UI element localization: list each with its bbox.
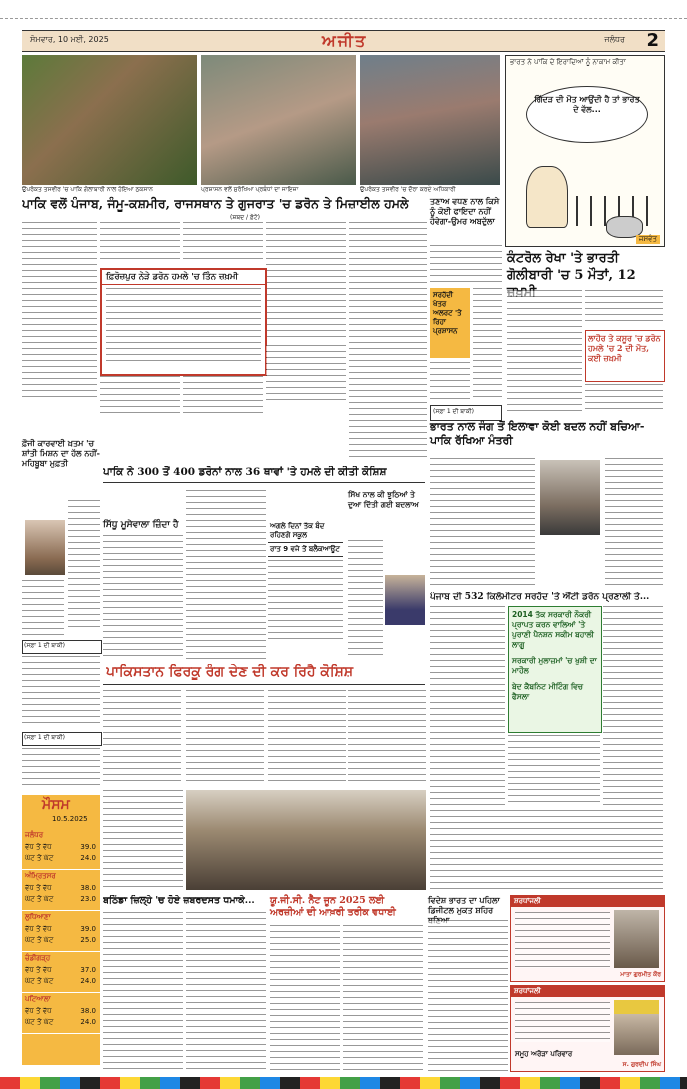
pak-color-body-3 <box>268 690 346 785</box>
pak-color-body-1 <box>103 690 181 785</box>
center-list-item-1: ਅਗਲੇ ਦਿਨਾਂ ਤੱਕ ਬੰਦ ਰਹਿਣਗੇ ਸਕੂਲ <box>268 520 343 543</box>
weather-date: 10.5.2025 <box>52 815 88 823</box>
weather-max-label: ਵੱਧ ਤੋਂ ਵੱਧ <box>25 884 52 892</box>
weather-max-value: 38.0 <box>80 1007 96 1015</box>
weather-city: ਚੰਡੀਗੜ੍ਹ <box>25 954 51 962</box>
cartoon-credit: ਜਸਵੰਤ <box>636 235 660 244</box>
green-policy-item-2: ਸਰਕਾਰੀ ਮੁਲਾਜ਼ਮਾਂ 'ਚ ਖੁਸ਼ੀ ਦਾ ਮਾਹੌਲ <box>512 656 597 675</box>
weather-min-value: 23.0 <box>80 895 96 903</box>
cartoon-box <box>505 55 665 247</box>
side-quote-body-3 <box>430 362 470 402</box>
firozpur-story-box <box>100 268 267 376</box>
memoriam-2-body <box>515 1002 610 1042</box>
article-body-col-6 <box>266 345 346 405</box>
green-policy-item-3: ਬੇਦ ਕੈਬਨਿਟ ਮੀਟਿੰਗ ਵਿਚ ਫੈਸਲਾ <box>512 682 583 701</box>
color-calibration-bar <box>0 1077 687 1089</box>
mehbooba-photo <box>25 520 65 575</box>
weather-row <box>22 952 100 993</box>
small-boxed-link-text: (ਸਫ਼ਾ 1 ਦੀ ਬਾਕੀ) <box>433 408 475 415</box>
weather-max-label: ਵੱਧ ਤੋਂ ਵੱਧ <box>25 925 52 933</box>
control-line-body-3 <box>585 384 663 414</box>
green-policy-item-1: 2014 ਤੱਕ ਸਰਕਾਰੀ ਨੌਕਰੀ ਪ੍ਰਾਪਤ ਕਰਨ ਵਾਲਿਆਂ 'ਤੇ ਪੁਰਾਣੀ ਪੈਨਸ਼ਨ ਸਕੀਮ ਬਹਾਲੀ ਲਾਗੂ <box>512 610 594 649</box>
control-line-body-2 <box>585 290 663 325</box>
article-body-col-1 <box>22 222 97 398</box>
weather-min-value: 24.0 <box>80 977 96 985</box>
weather-rows <box>22 829 100 1034</box>
weather-max-label: ਵੱਧ ਤੋਂ ਵੱਧ <box>25 843 52 851</box>
callout-yellow <box>430 288 470 358</box>
weather-title: ਮੌਸਮ <box>42 797 70 813</box>
right-body-lower <box>430 810 663 890</box>
photo-caption-2: ਪ੍ਰਸ਼ਾਸਨ ਵਲੋਂ ਸੁਰੱਖਿਆ ਪ੍ਰਬੰਧਾਂ ਦਾ ਜਾਇਜ਼ਾ <box>201 186 356 194</box>
weather-min-label: ਘੱਟ ਤੋਂ ਘੱਟ <box>25 1018 54 1026</box>
green-policy-box <box>508 606 602 733</box>
weather-min-label: ਘੱਟ ਤੋਂ ਘੱਟ <box>25 854 54 862</box>
weather-min-value: 24.0 <box>80 854 96 862</box>
weather-city: ਜਲੰਧਰ <box>25 831 44 839</box>
sidhu-body <box>103 535 183 660</box>
news-photo-3 <box>360 55 500 185</box>
cartoon-caption: ਭਾਰਤ ਨੇ ਪਾਕਿ ਦੇ ਇਰਾਦਿਆਂ ਨੂੰ ਨਾਕਾਮ ਕੀਤਾ <box>510 58 626 66</box>
news-photo-2 <box>201 55 356 185</box>
printer-marks <box>0 0 687 19</box>
lahore-headline: ਲਾਹੌਰ ਤੇ ਕਸੂਰ 'ਚ ਡਰੋਨ ਹਮਲੇ 'ਚ 2 ਦੀ ਮੌਤ, ਕਈ ਜ਼ਖ਼ਮੀ <box>588 333 661 363</box>
weather-widget <box>22 795 100 1065</box>
news-photo-1 <box>22 55 197 185</box>
weather-min-value: 24.0 <box>80 1018 96 1026</box>
weather-city: ਪਟਿਆਲਾ <box>25 995 51 1003</box>
lahore-box <box>585 330 665 382</box>
mini-box-left-2-text: (ਸਫ਼ਾ 1 ਦੀ ਬਾਕੀ) <box>24 734 66 741</box>
weather-min-label: ਘੱਟ ਤੋਂ ਘੱਟ <box>25 895 54 903</box>
masthead-date: ਸੋਮਵਾਰ, 10 ਮਈ, 2025 <box>30 35 109 44</box>
article-body-col-5 <box>349 222 427 462</box>
weather-max-value: 39.0 <box>80 843 96 851</box>
article-body-col-4 <box>266 222 346 342</box>
ajit-pal-photo <box>385 575 425 625</box>
headline-mehbooba: ਫ਼ੌਜੀ ਕਾਰਵਾਈ ਖ਼ਤਮ 'ਚ ਸ਼ਾਂਤੀ ਮਿਸ਼ਨ ਦਾ ਹੱਲ ਨਹੀਂ-ਮਹਿਬੂਬਾ ਮੁਫ਼ਤੀ <box>22 438 100 468</box>
mehbooba-body <box>68 500 100 630</box>
weather-row <box>22 911 100 952</box>
byline-main: (ਸ਼ਬਦ / ਫ਼ੋਟੋ) <box>230 214 261 221</box>
article-body-col-8 <box>183 376 263 416</box>
memoriam-1-title: ਸ਼ਰਧਾਂਜਲੀ <box>511 896 664 907</box>
cartoon-speech-bubble <box>526 86 648 143</box>
headline-ugc: ਯੂ.ਜੀ.ਸੀ. ਨੈੱਟ ਜੂਨ 2025 ਲਈ ਅਰਜ਼ੀਆਂ ਦੀ ਆਖ਼ਰੀ ਤਰੀਕ ਵਧਾਈ <box>270 895 396 918</box>
side-quote-body-2 <box>473 288 502 398</box>
callout-yellow-text: ਸਰਹੱਦੀ ਖੇਤਰ ਅਲਰਟ 'ਤੇ ਰਿਹਾ ਪ੍ਰਸ਼ਾਸਨ <box>433 291 462 335</box>
memoriam-2-title: ਸ਼ਰਧਾਂਜਲੀ <box>511 986 664 997</box>
firozpur-headline: ਫ਼ਿਰੋਜ਼ਪੁਰ ਨੇੜੇ ਡਰੋਨ ਹਮਲੇ 'ਚ ਤਿੰਨ ਜ਼ਖ਼ਮੀ <box>102 270 265 285</box>
headline-main: ਪਾਕਿ ਵਲੋਂ ਪੰਜਾਬ, ਜੰਮੂ-ਕਸ਼ਮੀਰ, ਰਾਜਸਥਾਨ ਤੇ ਗੁਜਰਾਤ 'ਚ ਡਰੋਨ ਤੇ ਮਿਜ਼ਾਈਲ ਹਮਲੇ <box>22 196 409 211</box>
weather-city: ਲੁਧਿਆਣਾ <box>25 913 51 921</box>
punjab-532-body-3 <box>508 735 600 805</box>
memoriam-1-name: ਮਾਤਾ ਗੁਰਮੀਤ ਕੌਰ <box>620 971 661 978</box>
punjab-532-body-1 <box>430 606 505 806</box>
ajit-pal-body <box>348 540 383 660</box>
weather-min-label: ਘੱਟ ਤੋਂ ਘੱਟ <box>25 936 54 944</box>
divider-2 <box>103 684 425 685</box>
memoriam-ad-2 <box>510 985 665 1072</box>
article-body-col-2 <box>100 222 180 264</box>
videsh-body <box>428 920 508 1072</box>
memoriam-ad-1 <box>510 895 665 982</box>
meeting-side-body <box>103 790 183 890</box>
weather-max-value: 37.0 <box>80 966 96 974</box>
weather-max-label: ਵੱਧ ਤੋਂ ਵੱਧ <box>25 966 52 974</box>
headline-drones-400: ਪਾਕਿ ਨੇ 300 ਤੋਂ 400 ਡਰੋਨਾਂ ਨਾਲ 36 ਥਾਵਾਂ 'ਤੇ ਹਮਲੇ ਦੀ ਕੀਤੀ ਕੋਸ਼ਿਸ਼ <box>103 466 387 478</box>
page-number: 2 <box>646 30 659 51</box>
weather-max-value: 38.0 <box>80 884 96 892</box>
war-talk-photo <box>540 460 600 535</box>
left-body-lower <box>22 656 100 726</box>
punjab-532-body-2 <box>603 606 663 806</box>
masthead <box>22 30 665 52</box>
control-line-body-1 <box>507 290 582 415</box>
memoriam-2-photo <box>614 1000 659 1055</box>
center-list-box <box>268 520 343 660</box>
memoriam-2-family: ਸਮੂਹ ਅਰੋੜਾ ਪਰਿਵਾਰ <box>515 1050 573 1058</box>
drones-body-1 <box>186 490 266 660</box>
masthead-title: ਅਜੀਤ <box>322 31 368 50</box>
weather-row <box>22 870 100 911</box>
weather-row <box>22 829 100 870</box>
weather-min-value: 25.0 <box>80 936 96 944</box>
center-list-item-2: ਰਾਤ 9 ਵਜੇ ਤੋਂ ਬਲੈਕਆਊਟ <box>268 543 343 557</box>
headline-war-talk: ਭਾਰਤ ਨਾਲ ਜੰਗ ਤੋਂ ਇਲਾਵਾ ਕੋਈ ਬਦਲ ਨਹੀਂ ਬਚਿਆ-ਪਾਕਿ ਰੱਖਿਆ ਮੰਤਰੀ <box>430 420 645 447</box>
small-boxed-link <box>430 405 502 421</box>
masthead-city: ਜਲੰਧਰ <box>604 35 625 44</box>
pak-color-body-2 <box>186 690 264 785</box>
headline-control-line: ਕੰਟਰੋਲ ਰੇਖਾ 'ਤੇ ਭਾਰਤੀ ਗੋਲੀਬਾਰੀ 'ਚ 5 ਮੌਤਾਂ, 12 <box>507 251 636 283</box>
side-quote-body <box>430 245 502 285</box>
mini-box-left-2 <box>22 732 102 746</box>
weather-row <box>22 993 100 1034</box>
pak-color-body-4 <box>348 690 426 785</box>
headline-punjab-532: ਪੰਜਾਬ ਦੀ 532 ਕਿਲੋਮੀਟਰ ਸਰਹੱਦ 'ਤੇ ਐਂਟੀ ਡਰੋਨ ਪ੍ਰਣਾਲੀ ਤੇ... <box>430 592 650 602</box>
meeting-photo <box>186 790 426 890</box>
article-body-col-3 <box>183 222 263 264</box>
war-talk-body-2 <box>605 458 663 588</box>
memoriam-1-photo <box>614 910 659 968</box>
headline-ajit-pal: ਸਿੱਖ ਨਾਲ ਕੀ ਝੂਠਿਆਂ ਤੇ ਦੁਆ ਦਿੱਤੀ ਗਈ ਬਦਲਾਅ <box>348 490 419 509</box>
firozpur-body <box>106 288 261 366</box>
headline-sidhu: ਸਿੱਧੂ ਮੂਸੇਵਾਲਾ ਜ਼ਿੰਦਾ ਹੈ <box>103 520 179 530</box>
center-list-body <box>268 560 343 640</box>
cartoon-figure-icon <box>526 166 568 228</box>
photo-caption-1: ਉਪਰੋਕਤ ਤਸਵੀਰ 'ਚ ਪਾਕਿ ਗੋਲਾਬਾਰੀ ਨਾਲ ਹੋਇਆ ਨੁਕਸਾਨ <box>22 186 197 194</box>
weather-max-label: ਵੱਧ ਤੋਂ ਵੱਧ <box>25 1007 52 1015</box>
ugc-body-1 <box>270 925 340 1075</box>
mini-box-left <box>22 640 102 654</box>
divider-1 <box>103 482 425 483</box>
war-talk-body-1 <box>430 458 535 588</box>
weather-city: ਅੰਮ੍ਰਿਤਸਰ <box>25 872 56 880</box>
headline-pak-color: ਪਾਕਿਸਤਾਨ ਫਿਰਕੂ ਰੰਗ ਦੇਣ ਦੀ ਕਰ ਰਿਹੈ ਕੋਸ਼ਿਸ਼ <box>106 664 354 680</box>
bathinda-body-2 <box>186 912 266 1072</box>
bathinda-body-1 <box>103 912 183 1072</box>
article-body-col-7 <box>100 376 180 416</box>
mini-box-left-text: (ਸਫ਼ਾ 1 ਦੀ ਬਾਕੀ) <box>24 642 66 649</box>
weather-max-value: 39.0 <box>80 925 96 933</box>
headline-bathinda: ਬਠਿੰਡਾ ਜ਼ਿਲ੍ਹੇ 'ਚ ਹੋਏ ਜ਼ਬਰਦਸਤ ਧਮਾਕੇ... <box>103 895 255 906</box>
side-quote-headline: ਤਣਾਅ ਵਧਣ ਨਾਲ ਕਿਸੇ ਨੂੰ ਕੋਈ ਫਾਇਦਾ ਨਹੀਂ ਹੋਵੇਗਾ-ਉਮਰ ਅਬਦੁੱਲਾ <box>430 196 500 226</box>
mehbooba-body-2 <box>22 580 64 635</box>
memoriam-1-body <box>515 912 610 968</box>
weather-min-label: ਘੱਟ ਤੋਂ ਘੱਟ <box>25 977 54 985</box>
photo-caption-3: ਉਪਰੋਕਤ ਤਸਵੀਰ 'ਚ ਦੌਰਾ ਕਰਦੇ ਅਧਿਕਾਰੀ <box>360 186 500 194</box>
left-body-lower-2 <box>22 748 100 790</box>
headline-videsh: ਵਿਦੇਸ਼ ਭਾਰਤ ਦਾ ਪਹਿਲਾ ਡਿਜੀਟਲ ਮੁਕਤ ਸ਼ਹਿਰ <box>428 895 500 915</box>
cartoon-speech: ਗਿੱਦੜ ਦੀ ਮੌਤ ਆਉਂਦੀ ਹੈ ਤਾਂ ਭਾਰਤ ਦੇ ਵੱਲ... <box>534 95 640 114</box>
memoriam-2-name: ਸ. ਗੁਰਦੀਪ ਸਿੰਘ <box>622 1061 661 1068</box>
ugc-body-2 <box>343 925 423 1075</box>
